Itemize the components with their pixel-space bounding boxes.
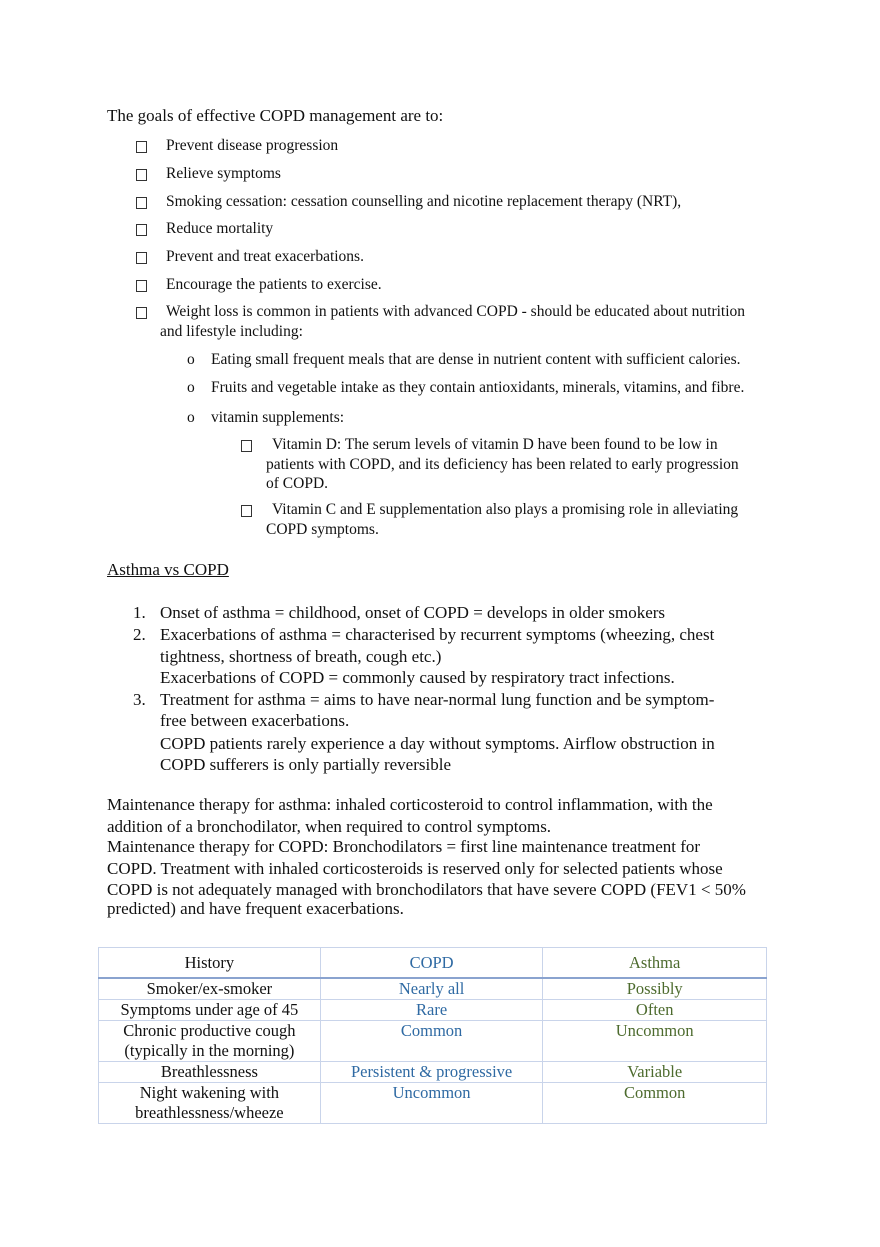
goal-item: Relieve symptoms (166, 165, 281, 182)
asthma-cell: Variable (543, 1062, 767, 1083)
maintenance-text: Maintenance therapy for COPD: Bronchodilators = first line maintenance treatment for (107, 837, 701, 856)
table-header-row (99, 948, 767, 979)
history-cell (99, 1021, 321, 1062)
goal-item-weight: Weight loss is common in patients with advanced COPD - should be educated about nutrition (166, 303, 746, 320)
sub-list-item: vitamin supplements: (211, 409, 345, 426)
header-asthma: Asthma (543, 948, 767, 979)
vitamin-d-text: patients with COPD, and its deficiency has been related to early progression (266, 456, 739, 473)
copd-cell: Common (320, 1021, 543, 1062)
checkbox-icon (136, 280, 147, 292)
checkbox-icon (241, 505, 252, 517)
numbered-item: Exacerbations of asthma = characterised by recurrent symptoms (wheezing, chest (160, 625, 715, 644)
header-history: History (99, 948, 321, 979)
maintenance-text: addition of a bronchodilator, when required to control symptoms. (107, 817, 552, 836)
vitamin-d-text: of COPD. (266, 475, 329, 492)
sub-bullet-marker: o (187, 351, 195, 368)
checkbox-icon (136, 197, 147, 209)
history-line: Night wakening with (139, 1083, 280, 1102)
asthma-cell: Often (543, 1000, 767, 1021)
goal-item: Encourage the patients to exercise. (166, 276, 382, 293)
history-cell: Symptoms under age of 45 (99, 1000, 321, 1021)
checkbox-icon (136, 224, 147, 236)
goal-item: Prevent disease progression (166, 137, 339, 154)
maintenance-text: predicted) and have frequent exacerbations. (107, 899, 404, 918)
history-cell: Breathlessness (99, 1062, 321, 1083)
checkbox-icon (136, 307, 147, 319)
vitamin-ce-text: COPD symptoms. (266, 521, 379, 538)
sub-bullet-marker: o (187, 379, 195, 396)
goal-item: Reduce mortality (166, 220, 274, 237)
sub-list-item: Fruits and vegetable intake as they contain antioxidants, minerals, vitamins, and fibre. (211, 379, 745, 396)
history-line: (typically in the morning) (124, 1041, 295, 1060)
numbered-item: Onset of asthma = childhood, onset of COPD = develops in older smokers (160, 603, 666, 622)
intro-text: The goals of effective COPD management are to: (107, 106, 444, 125)
maintenance-text: COPD. Treatment with inhaled corticosteroids is reserved only for selected patients whose (107, 859, 723, 878)
checkbox-icon (136, 169, 147, 181)
sub-bullet-marker: o (187, 409, 195, 426)
asthma-cell: Uncommon (543, 1021, 767, 1062)
numbered-item: free between exacerbations. (160, 711, 350, 730)
maintenance-text: COPD is not adequately managed with bronchodilators that have severe COPD (FEV1 < 50% (107, 880, 746, 899)
table-row (99, 1062, 767, 1083)
asthma-cell: Common (543, 1083, 767, 1124)
copd-cell: Persistent & progressive (320, 1062, 543, 1083)
checkbox-icon (136, 252, 147, 264)
numbered-item: COPD patients rarely experience a day without symptoms. Airflow obstruction in (160, 734, 715, 753)
checkbox-icon (136, 141, 147, 153)
vitamin-ce-text: Vitamin C and E supplementation also plays a promising role in alleviating (272, 501, 739, 518)
sub-list-item: Eating small frequent meals that are dense in nutrient content with sufficient calories. (211, 351, 741, 368)
comparison-table (98, 947, 767, 1124)
goal-item-weight-cont: and lifestyle including: (160, 323, 303, 340)
goal-item: Prevent and treat exacerbations. (166, 248, 364, 265)
asthma-cell: Possibly (543, 978, 767, 1000)
list-number: 2. (133, 625, 146, 644)
table-row (99, 1000, 767, 1021)
copd-cell: Nearly all (320, 978, 543, 1000)
table-row (99, 1021, 767, 1062)
history-cell (99, 1083, 321, 1124)
section-heading: Asthma vs COPD (107, 560, 229, 579)
goal-item: Smoking cessation: cessation counselling and nicotine replacement therapy (NRT), (166, 193, 682, 210)
header-copd: COPD (320, 948, 543, 979)
list-number: 3. (133, 690, 146, 709)
history-line: breathlessness/wheeze (135, 1103, 284, 1122)
maintenance-text: Maintenance therapy for asthma: inhaled corticosteroid to control inflammation, with the (107, 795, 713, 814)
list-number: 1. (133, 603, 146, 622)
vitamin-d-text: Vitamin D: The serum levels of vitamin D have been found to be low in (272, 436, 718, 453)
history-line: Chronic productive cough (123, 1021, 296, 1040)
copd-cell: Uncommon (320, 1083, 543, 1124)
history-cell: Smoker/ex-smoker (99, 978, 321, 1000)
table-row (99, 1083, 767, 1124)
copd-cell: Rare (320, 1000, 543, 1021)
table-row (99, 978, 767, 1000)
numbered-item: Exacerbations of COPD = commonly caused by respiratory tract infections. (160, 668, 675, 687)
numbered-item: Treatment for asthma = aims to have near-normal lung function and be symptom- (160, 690, 715, 709)
checkbox-icon (241, 440, 252, 452)
numbered-item: COPD sufferers is only partially reversible (160, 755, 451, 774)
numbered-item: tightness, shortness of breath, cough etc.) (160, 647, 442, 666)
